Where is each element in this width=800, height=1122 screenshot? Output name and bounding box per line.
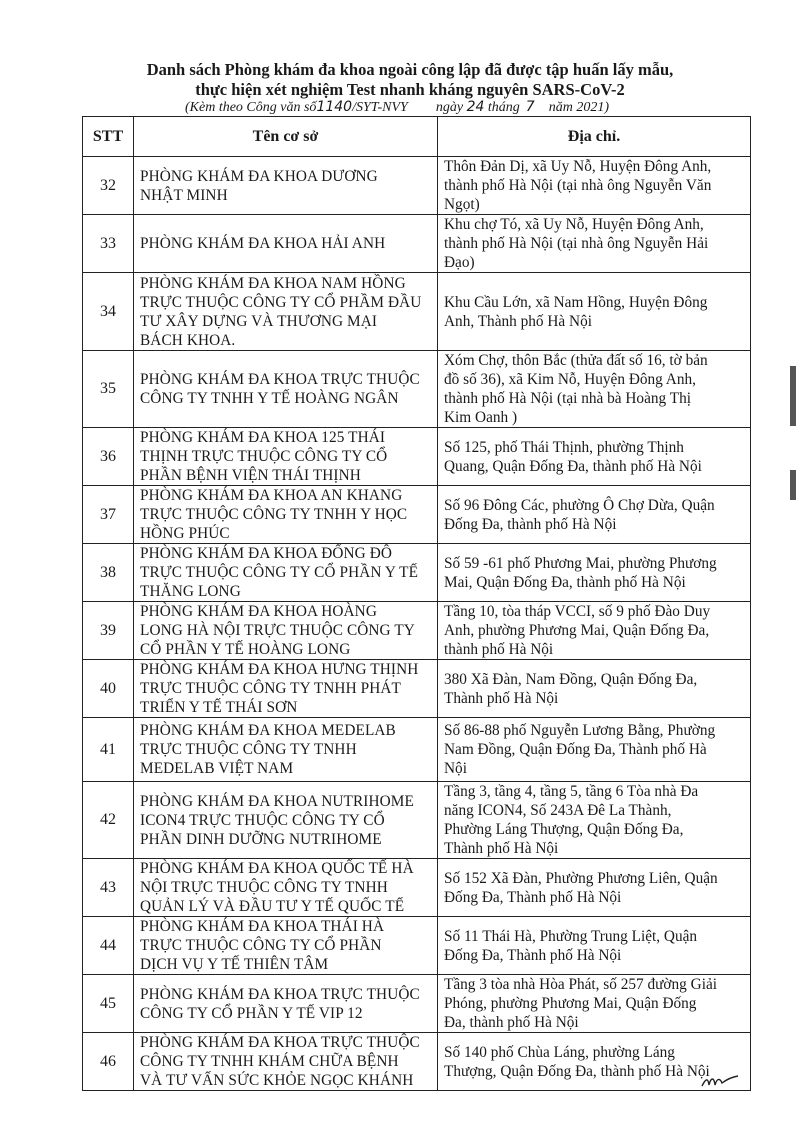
row-stt: 45 [83,975,134,1033]
row-stt: 34 [83,273,134,351]
row-stt: 37 [83,486,134,544]
address-line: thành phố Hà Nội (tại nhà ông Nguyễn Văn [444,177,712,194]
reference-number: 1140 [316,99,353,115]
row-address [438,975,751,1033]
row-stt: 38 [83,544,134,602]
row-clinic-name [134,782,438,859]
clinic-name-line: PHÒNG KHÁM ĐA KHOA ĐỐNG ĐÔ [140,545,393,562]
row-address [438,544,751,602]
row-clinic-name [134,486,438,544]
address-line: Số 96 Đông Các, phường Ô Chợ Dừa, Quận [444,496,715,514]
address-line: Nội [444,760,467,777]
table-row [83,486,751,544]
column-header-address: Địa chỉ. [438,117,751,157]
address-line: Ngọt) [444,196,480,213]
address-line: Thượng, Quận Đống Đa, thành phố Hà Nội [444,1062,710,1080]
address-line: 380 Xã Đàn, Nam Đồng, Quận Đống Đa, [444,670,698,688]
clinic-name-line: BÁCH KHOA. [140,331,236,349]
clinic-name-line: TRỰC THUỘC CÔNG TY TNHH [140,741,357,758]
clinic-name-line: PHẦN BỆNH VIỆN THÁI THỊNH [140,467,361,484]
address-line: Xóm Chợ, thôn Bắc (thửa đất số 16, tờ bản [444,352,708,369]
address-line: Anh, phường Phương Mai, Quận Đống Đa, [444,622,710,639]
row-stt: 46 [83,1033,134,1091]
clinic-name-line: PHÒNG KHÁM ĐA KHOA THÁI HÀ [140,918,385,935]
row-stt: 39 [83,602,134,660]
clinic-name-line: TRIỂN Y TẾ THÁI SƠN [140,699,298,716]
table-row [83,718,751,782]
address-line: Anh, Thành phố Hà Nội [444,312,592,330]
table-row [83,782,751,859]
table-row [83,917,751,975]
address-line: thành phố Hà Nội [444,641,554,658]
row-clinic-name [134,660,438,718]
reference-month-label: tháng [487,100,520,115]
row-address [438,859,751,917]
clinic-name-line: TRỰC THUỘC CÔNG TY CỔ PHẦM ĐẦU [140,293,422,311]
clinic-name-line: PHÒNG KHÁM ĐA KHOA TRỰC THUỘC [140,371,420,388]
clinic-name-line: CÔNG TY TNHH KHÁM CHỮA BỆNH [140,1053,399,1070]
address-line: Đống Đa, Thành phố Hà Nội [444,946,622,964]
clinic-name-line: PHÒNG KHÁM ĐA KHOA 125 THÁI [140,429,386,446]
table-row [83,428,751,486]
address-line: Số 59 -61 phố Phương Mai, phường Phương [444,554,717,572]
row-stt: 36 [83,428,134,486]
row-clinic-name [134,975,438,1033]
document-title-line-2: thực hiện xét nghiệm Test nhanh kháng nguyên SARS-CoV-2 [195,80,625,99]
row-clinic-name [134,917,438,975]
row-address [438,718,751,782]
address-line: Thành phố Hà Nội [444,689,559,707]
row-stt: 41 [83,718,134,782]
row-address [438,660,751,718]
clinic-name-line: PHÒNG KHÁM ĐA KHOA DƯƠNG [140,167,378,185]
handwritten-initials [700,1068,740,1092]
row-address [438,486,751,544]
clinic-name-line: LONG HÀ NỘI TRỰC THUỘC CÔNG TY [140,622,415,639]
address-line: Nam Đồng, Quận Đống Đa, Thành phố Hà [444,741,707,758]
row-address [438,602,751,660]
row-clinic-name [134,351,438,428]
address-line: Số 125, phố Thái Thịnh, phường Thịnh [444,438,684,456]
address-line: Kim Oanh ) [444,409,518,426]
row-clinic-name [134,859,438,917]
clinic-name-line: QUẢN LÝ VÀ ĐẦU TƯ Y TẾ QUỐC TẾ [140,898,405,915]
address-line: đồ số 36), xã Kim Nỗ, Huyện Đông Anh, [444,371,696,388]
row-stt: 42 [83,782,134,859]
address-line: Phường Láng Thượng, Quận Đống Đa, [444,821,684,838]
reference-day: 24 [466,99,485,115]
address-line: Số 11 Thái Hà, Phường Trung Liệt, Quận [444,927,698,945]
table-header-row [83,117,751,157]
address-line: năng ICON4, Số 243A Đê La Thành, [444,802,672,819]
table-row [83,660,751,718]
clinic-name-line: TRỰC THUỘC CÔNG TY TNHH Y HỌC [140,506,408,523]
address-line: Đa, thành phố Hà Nội [444,1014,579,1031]
clinic-name-line: PHÒNG KHÁM ĐA KHOA QUỐC TẾ HÀ [140,860,414,877]
address-line: thành phố Hà Nội (tại nhà ông Nguyễn Hải [444,235,709,252]
clinic-name-line: HỒNG PHÚC [140,525,230,542]
reference-day-label: ngày [435,100,464,115]
clinic-name-line: TRỰC THUỘC CÔNG TY CỔ PHẦN [140,937,382,954]
row-stt: 40 [83,660,134,718]
row-stt: 43 [83,859,134,917]
address-line: Phóng, phường Phương Mai, Quận Đống [444,995,697,1012]
address-line: Tầng 3, tầng 4, tầng 5, tầng 6 Tòa nhà Đa [444,783,699,800]
table-row [83,975,751,1033]
address-line: Thôn Đản Dị, xã Uy Nỗ, Huyện Đông Anh, [444,158,712,175]
row-address [438,157,751,215]
row-address [438,273,751,351]
reference-code: /SYT-NVY [352,100,408,115]
address-line: Tầng 10, tòa tháp VCCI, số 9 phố Đào Duy [444,603,711,620]
row-clinic-name [134,718,438,782]
row-address [438,917,751,975]
table-row [83,1033,751,1091]
clinic-name-line: CÔNG TY CỔ PHẦN Y TẾ VIP 12 [140,1004,363,1022]
row-clinic-name [134,544,438,602]
document-title-line-1: Danh sách Phòng khám đa khoa ngoài công lập đã được tập huấn lấy mẫu, [146,60,674,79]
address-line: Đạo) [444,254,475,271]
clinic-name-line: PHÒNG KHÁM ĐA KHOA HẢI ANH [140,235,386,252]
row-clinic-name [134,157,438,215]
clinic-name-line: PHẦN DINH DƯỠNG NUTRIHOME [140,830,382,848]
table-row [83,273,751,351]
clinic-table [82,116,751,1091]
scan-edge-mark [790,470,796,500]
clinic-name-line: PHÒNG KHÁM ĐA KHOA TRỰC THUỘC [140,985,420,1003]
clinic-name-line: ICON4 TRỰC THUỘC CÔNG TY CỔ [140,811,385,829]
table-row [83,602,751,660]
clinic-name-line: PHÒNG KHÁM ĐA KHOA TRỰC THUỘC [140,1034,420,1051]
row-stt: 33 [83,215,134,273]
reference-month: 7 [525,99,535,115]
row-stt: 44 [83,917,134,975]
table-row [83,351,751,428]
row-clinic-name [134,215,438,273]
row-stt: 32 [83,157,134,215]
clinic-name-line: PHÒNG KHÁM ĐA KHOA MEDELAB [140,722,396,739]
clinic-name-line: PHÒNG KHÁM ĐA KHOA HOÀNG [140,603,377,620]
column-header-name: Tên cơ sở [134,117,438,157]
address-line: Mai, Quận Đống Đa, thành phố Hà Nội [444,573,686,591]
row-clinic-name [134,428,438,486]
column-header-stt: STT [83,117,134,157]
clinic-name-line: THĂNG LONG [140,583,241,600]
clinic-name-line: CÔNG TY TNHH Y TẾ HOÀNG NGÂN [140,390,399,407]
table-row [83,859,751,917]
clinic-name-line: PHÒNG KHÁM ĐA KHOA HƯNG THỊNH [140,661,419,678]
reference-prefix: (Kèm theo Công văn số [185,100,317,115]
address-line: Số 140 phố Chùa Láng, phường Láng [444,1043,675,1061]
address-line: Thành phố Hà Nội [444,840,559,857]
address-line: Đống Đa, thành phố Hà Nội [444,515,617,533]
row-stt: 35 [83,351,134,428]
clinic-name-line: TRỰC THUỘC CÔNG TY TNHH PHÁT [140,680,401,697]
clinic-name-line: DỊCH VỤ Y TẾ THIÊN TÂM [140,956,329,973]
table-row [83,157,751,215]
clinic-name-line: VÀ TƯ VẤN SỨC KHỎE NGỌC KHÁNH [140,1072,414,1089]
clinic-name-line: PHÒNG KHÁM ĐA KHOA NAM HỒNG [140,274,406,292]
clinic-name-line: CỔ PHẦN Y TẾ HOÀNG LONG [140,641,351,658]
clinic-name-line: MEDELAB VIỆT NAM [140,760,294,777]
clinic-name-line: TRỰC THUỘC CÔNG TY CỔ PHẦN Y TẾ [140,564,419,581]
row-clinic-name [134,273,438,351]
reference-year: năm 2021) [548,100,609,115]
address-line: Khu chợ Tó, xã Uy Nỗ, Huyện Đông Anh, [444,216,704,233]
row-clinic-name [134,1033,438,1091]
row-address [438,782,751,859]
clinic-name-line: PHÒNG KHÁM ĐA KHOA NUTRIHOME [140,792,414,810]
table-row [83,544,751,602]
row-address [438,428,751,486]
row-address [438,215,751,273]
row-clinic-name [134,602,438,660]
document-reference [185,99,609,116]
row-address [438,351,751,428]
clinic-name-line: THỊNH TRỰC THUỘC CÔNG TY CỔ [140,448,388,465]
address-line: Khu Cầu Lớn, xã Nam Hồng, Huyện Đông [444,293,708,311]
scan-edge-mark [790,366,796,426]
address-line: thành phố Hà Nội (tại nhà bà Hoàng Thị [444,390,691,407]
address-line: Số 152 Xã Đàn, Phường Phương Liên, Quận [444,869,718,887]
address-line: Đống Đa, Thành phố Hà Nội [444,888,622,906]
address-line: Tầng 3 tòa nhà Hòa Phát, số 257 đường Giải [444,976,717,993]
clinic-name-line: PHÒNG KHÁM ĐA KHOA AN KHANG [140,487,403,504]
table-row [83,215,751,273]
address-line: Quang, Quận Đống Đa, thành phố Hà Nội [444,457,702,475]
clinic-name-line: NỘI TRỰC THUỘC CÔNG TY TNHH [140,879,388,896]
address-line: Số 86-88 phố Nguyễn Lương Bằng, Phường [444,722,716,739]
clinic-name-line: NHẬT MINH [140,186,228,204]
clinic-name-line: TƯ XÂY DỰNG VÀ THƯƠNG MẠI [140,312,378,330]
